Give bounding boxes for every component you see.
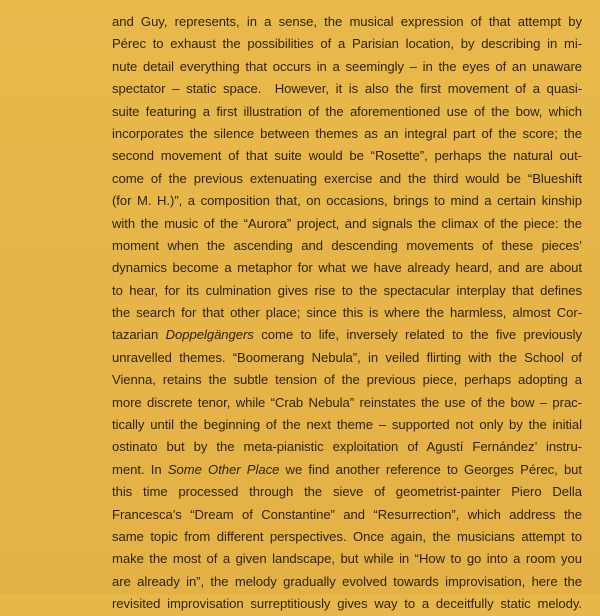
text-line xyxy=(112,235,582,257)
text-line xyxy=(112,414,582,436)
text-segment: more discrete tenor, while “Crab Nebula” reinstates the use of the bow – prac- xyxy=(112,394,582,410)
text-segment: moment when the ascending and descending movements of these pieces’ xyxy=(112,237,582,253)
text-segment: ment. In xyxy=(112,461,168,477)
text-line xyxy=(112,280,582,302)
text-line xyxy=(112,302,582,324)
text-line xyxy=(112,123,582,145)
text-line xyxy=(112,548,582,570)
text-segment: with the music of the “Aurora” project, and signals the climax of the piece: the xyxy=(112,215,582,231)
text-segment: dynamics become a metaphor for what we have already heard, and are about xyxy=(112,260,582,276)
text-segment: revisited improvisation surreptitiously gives way to a deceitfully static melody. xyxy=(112,596,582,612)
text-segment: Vienna, retains the subtle tension of the previous piece, perhaps adopting a xyxy=(112,372,582,388)
text-line xyxy=(112,78,582,100)
text-line xyxy=(112,571,582,593)
text-segment: tazarian xyxy=(112,327,166,343)
text-line xyxy=(112,213,582,235)
text-line xyxy=(112,369,582,391)
body-text xyxy=(112,11,582,616)
text-line xyxy=(112,11,582,33)
text-line xyxy=(112,145,582,167)
text-line xyxy=(112,101,582,123)
text-segment: Francesca’s “Dream of Constantine” and “Resurrection”, which address the xyxy=(112,506,582,522)
text-segment: same topic from different perspectives. Once again, the musicians attempt to xyxy=(112,528,582,544)
text-line xyxy=(112,347,582,369)
text-line xyxy=(112,504,582,526)
text-segment: unravelled themes. “Boomerang Nebula”, in veiled flirting with the School of xyxy=(112,349,582,365)
text-segment: second movement of that suite would be “Rosette”, perhaps the natural out- xyxy=(112,148,582,164)
text-line xyxy=(112,593,582,615)
text-segment: come of the previous extenuating exercise and the third would be “Blueshift xyxy=(112,170,582,186)
text-line xyxy=(112,190,582,212)
text-segment: and Guy, represents, in a sense, the musical expression of that attempt by xyxy=(112,14,582,29)
text-segment: this time processed through the sieve of geometrist-painter Piero Della xyxy=(112,484,582,500)
text-segment: Pérec to exhaust the possibilities of a Parisian location, by describing in mi- xyxy=(112,36,582,52)
text-segment: tically until the beginning of the next theme – supported not only by the initial xyxy=(112,417,582,433)
text-line xyxy=(112,324,582,346)
text-line xyxy=(112,436,582,458)
text-segment: we find another reference to Georges Pérec, but xyxy=(279,461,582,477)
text-line xyxy=(112,459,582,481)
text-segment: to hear, for its culmination gives rise to the spectacular interplay that defines xyxy=(112,282,582,298)
text-line xyxy=(112,56,582,78)
text-segment: (for M. H.)”, a composition that, on occasions, brings to mind a certain kinship xyxy=(112,193,582,209)
text-segment: ostinato but by the meta-pianistic exploitation of Agustí Fernández’ instru- xyxy=(112,439,582,455)
text-line xyxy=(112,168,582,190)
text-line xyxy=(112,392,582,414)
text-segment: make the most of a given landscape, but while in “How to go into a room you xyxy=(112,551,582,567)
text-segment: nute detail everything that occurs in a seemingly – in the eyes of an unaware xyxy=(112,58,582,74)
text-segment: incorporates the silence between themes as an integral part of the score; the xyxy=(112,125,582,141)
text-line xyxy=(112,257,582,279)
italic-title: Doppelgängers xyxy=(165,327,254,343)
text-segment: the search for that other place; since this is where the harmless, almost Cor- xyxy=(112,305,582,321)
text-segment: spectator – static space. However, it is also the first movement of a quasi- xyxy=(112,81,582,97)
text-segment: come to life, inversely related to the five previously xyxy=(253,327,582,343)
text-segment: suite featuring a first illustration of the aforementioned use of the bow, which xyxy=(112,103,582,119)
text-line xyxy=(112,481,582,503)
text-segment: are already in”, the melody gradually evolved towards improvisation, here the xyxy=(112,573,582,589)
italic-title: Some Other Place xyxy=(167,461,280,477)
text-line xyxy=(112,526,582,548)
text-line xyxy=(112,33,582,55)
